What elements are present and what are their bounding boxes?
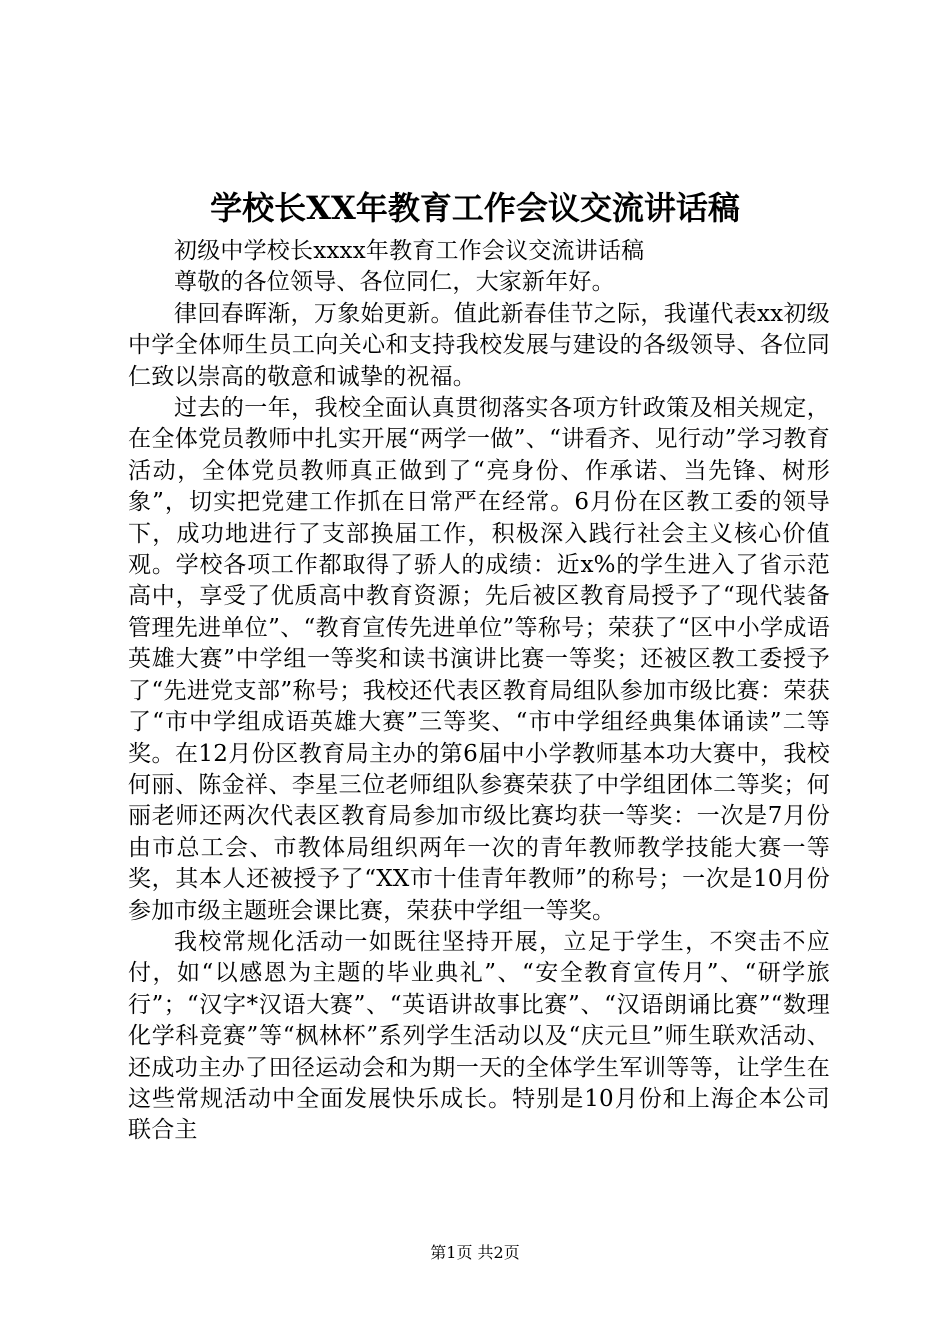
document-body	[128, 236, 830, 1147]
paragraph-greeting: 尊敬的各位领导、各位同仁，大家新年好。	[174, 269, 615, 296]
paragraph-regular-activities: 我校常规化活动一如既往坚持开展，立足于学生，不突击不应付，如“以感恩为主题的毕业典礼”、“安全教育宣传月”、“研学旅行”；“汉字*汉语大赛”、“英语讲故事比赛”、“汉语朗诵比赛”“数理化学科竞赛”等“枫林杯”系列学生活动以及“庆元旦”师生联欢活动、还成功主办了田径运动会和为期一天的全体学生军训等等，让学生在这些常规活动中全面发展快乐成长。特别是10月份和上海企本公司联合主	[128, 928, 830, 1144]
paragraph-achievements: 过去的一年，我校全面认真贯彻落实各项方针政策及相关规定，在全体党员教师中扎实开展“两学一做”、“讲看齐、见行动”学习教育活动，全体党员教师真正做到了“亮身份、作承诺、当先锋、树形象”，切实把党建工作抓在日常严在经常。6月份在区教工委的领导下，成功地进行了支部换届工作，积极深入践行社会主义核心价值观。学校各项工作都取得了骄人的成绩：近x%的学生进入了省示范高中，享受了优质高中教育资源；先后被区教育局授予了“现代装备管理先进单位”、“教育宣传先进单位”等称号；荣获了“区中小学成语英雄大赛”中学组一等奖和读书演讲比赛一等奖；还被区教工委授予了“先进党支部”称号；我校还代表区教育局组队参加市级比赛：荣获了“市中学组成语英雄大赛”三等奖、“市中学组经典集体诵读”二等奖。在12月份区教育局主办的第6届中小学教师基本功大赛中，我校何丽、陈金祥、李星三位老师组队参赛荣获了中学组团体二等奖；何丽老师还两次代表区教育局参加市级比赛均获一等奖：一次是7月份由市总工会、市教体局组织两年一次的青年教师教学技能大赛一等奖，其本人还被授予了“XX市十佳青年教师”的称号；一次是10月份参加市级主题班会课比赛，荣获中学组一等奖。	[128, 395, 830, 924]
page-footer: 第1页 共2页	[430, 1243, 520, 1262]
paragraph-new-year-wishes: 律回春晖渐，万象始更新。值此新春佳节之际，我谨代表xx初级中学全体师生员工向关心和支持我校发展与建设的各级领导、各位同仁致以崇高的敬意和诚挚的祝福。	[128, 300, 830, 390]
document-title: 学校长XX年教育工作会议交流讲话稿	[210, 189, 740, 227]
paragraph-subtitle: 初级中学校长xxxx年教育工作会议交流讲话稿	[174, 238, 645, 264]
